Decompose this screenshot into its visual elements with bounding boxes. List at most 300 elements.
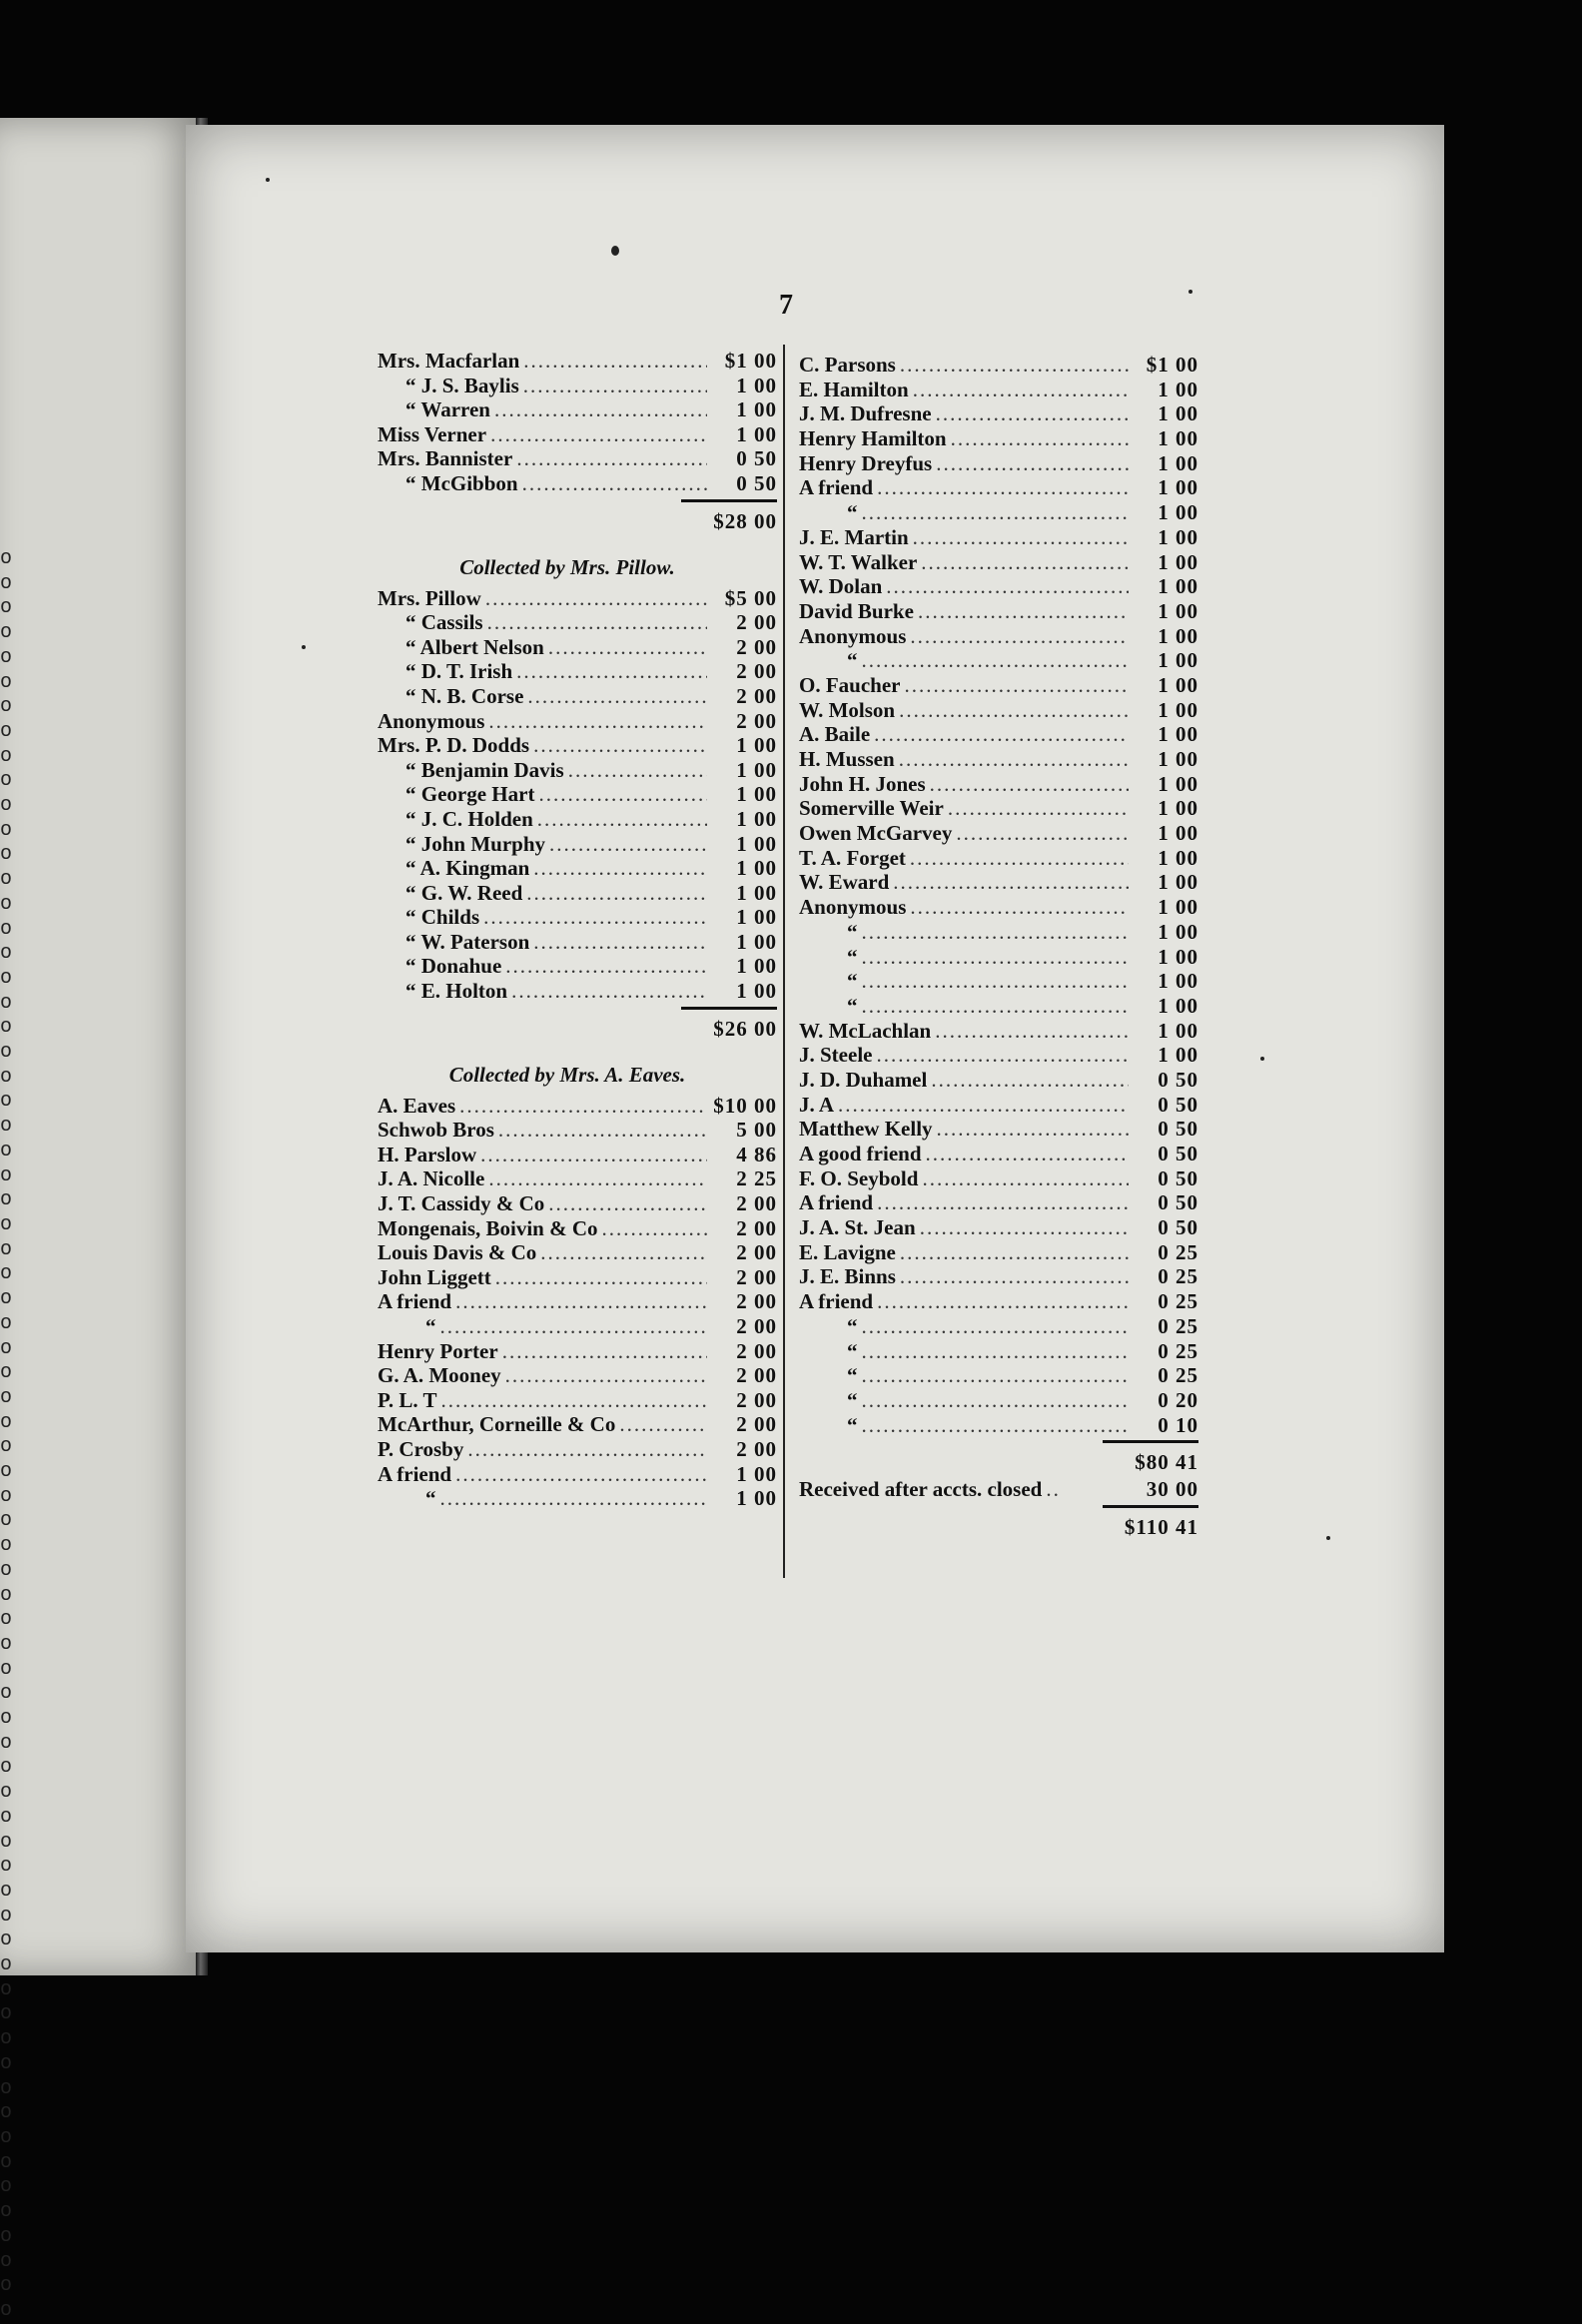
amount: 0 50 <box>736 470 777 495</box>
list-item <box>378 684 777 709</box>
contributor-name: E. Hamilton <box>799 377 909 401</box>
contributor-name: Owen McGarvey <box>799 821 953 846</box>
amount: 1 00 <box>1158 771 1198 796</box>
list-item <box>799 451 1198 476</box>
list-item <box>799 599 1198 624</box>
leader-dots <box>900 353 1129 378</box>
amount: 1 00 <box>1158 845 1198 870</box>
amount: 1 00 <box>1158 549 1198 574</box>
amount: 1 00 <box>736 905 777 930</box>
leader-dots <box>877 1289 1129 1314</box>
contributor-name: A good friend <box>799 1142 922 1165</box>
leader-dots <box>516 659 707 684</box>
contributor-name: E. Lavigne <box>799 1239 896 1264</box>
amount: 0 50 <box>1158 1092 1198 1117</box>
list-item <box>799 1093 1198 1118</box>
leader-dots <box>488 709 707 734</box>
contributor-name: “ <box>847 1412 858 1437</box>
amount: 2 00 <box>736 708 777 733</box>
leader-dots <box>931 1068 1129 1093</box>
contributor-name: F. O. Seybold <box>799 1165 919 1190</box>
list-item <box>378 1412 777 1437</box>
contributor-name: “ Benjamin Davis <box>405 757 564 782</box>
page-number: 7 <box>779 290 793 321</box>
received-label: Received after accts. closed <box>799 1477 1043 1502</box>
list-item <box>378 610 777 635</box>
contributor-name: J. E. Martin <box>799 524 909 549</box>
amount: 1 00 <box>736 733 777 758</box>
list-item <box>799 1117 1198 1142</box>
contributor-name: H. Mussen <box>799 747 895 771</box>
list-item <box>378 905 777 930</box>
amount: 0 10 <box>1158 1412 1198 1437</box>
amount: 1 00 <box>736 806 777 831</box>
amount: 1 00 <box>1158 722 1198 747</box>
speck <box>1260 1057 1264 1061</box>
previous-page-edge <box>0 118 200 2322</box>
contributor-name: “ <box>847 500 858 525</box>
leader-dots <box>862 1413 1130 1438</box>
list-item <box>378 374 777 398</box>
list-item <box>378 635 777 660</box>
list-item <box>799 698 1198 723</box>
list-item <box>799 747 1198 772</box>
contributor-name: “ <box>847 993 858 1018</box>
contributor-name: W. Dolan <box>799 574 883 599</box>
contributor-name: Miss Verner <box>378 421 487 446</box>
contributor-name: “ Albert Nelson <box>405 634 544 659</box>
leader-dots <box>926 1142 1129 1166</box>
leader-dots <box>951 426 1129 451</box>
contributor-name: A friend <box>378 1461 452 1486</box>
leader-dots <box>548 635 707 660</box>
amount: 1 00 <box>1158 524 1198 549</box>
list-item <box>799 1068 1198 1093</box>
leader-dots <box>522 471 707 496</box>
contributor-name: “ George Hart <box>405 782 535 807</box>
list-item <box>799 796 1198 821</box>
amount: 0 50 <box>1158 1215 1198 1240</box>
leader-dots <box>494 397 707 422</box>
amount: 0 25 <box>1158 1264 1198 1289</box>
amount: 1 00 <box>736 856 777 881</box>
contributor-name: Mrs. P. D. Dodds <box>378 733 530 758</box>
contributor-name: O. Faucher <box>799 672 901 697</box>
contributor-name: W. McLachlan <box>799 1018 932 1043</box>
leader-dots <box>876 1043 1129 1068</box>
list-item <box>378 782 777 807</box>
leader-dots <box>910 846 1129 871</box>
leader-dots <box>483 905 707 930</box>
list-item <box>378 422 777 447</box>
list-item <box>799 1388 1198 1413</box>
amount: 0 50 <box>736 446 777 471</box>
amount: $10 00 <box>713 1093 777 1118</box>
leader-dots <box>487 610 707 635</box>
amount: 1 00 <box>736 421 777 446</box>
amount: 1 00 <box>1158 697 1198 722</box>
contributor-name: J. E. Binns <box>799 1264 896 1289</box>
amount: 0 50 <box>1158 1190 1198 1215</box>
leader-dots <box>948 796 1129 821</box>
list-item <box>799 846 1198 871</box>
amount: 1 00 <box>736 373 777 397</box>
subtotal-row <box>799 1447 1198 1477</box>
contributor-name: “ <box>425 1314 436 1338</box>
total-row <box>378 506 777 536</box>
amount: 2 25 <box>736 1166 777 1191</box>
contributor-name: “ <box>425 1486 436 1511</box>
leader-dots <box>910 895 1129 920</box>
group-macfarlan <box>378 349 777 496</box>
contributor-name: “ <box>847 1387 858 1412</box>
contributor-name: J. Steele <box>799 1043 873 1068</box>
leader-dots <box>935 1019 1129 1044</box>
list-item <box>799 1314 1198 1339</box>
contributor-name: Somerville Weir <box>799 796 944 821</box>
leader-dots <box>862 1339 1130 1364</box>
contributor-name: “ J. C. Holden <box>405 806 533 831</box>
amount: 1 00 <box>1158 672 1198 697</box>
contributor-name: “ Warren <box>405 397 490 422</box>
list-item <box>799 1142 1198 1166</box>
contributor-name: W. T. Walker <box>799 549 918 574</box>
received-row <box>799 1477 1198 1502</box>
amount: 1 00 <box>1158 401 1198 426</box>
amount: 5 00 <box>736 1118 777 1143</box>
contributor-name: W. Eward <box>799 870 890 895</box>
leader-dots <box>838 1093 1129 1118</box>
list-item <box>378 1314 777 1339</box>
leader-dots <box>900 1240 1129 1265</box>
amount: 1 00 <box>1158 475 1198 500</box>
list-item <box>378 1289 777 1314</box>
amount: 2 00 <box>736 1240 777 1265</box>
amount: 1 00 <box>736 782 777 807</box>
speck <box>1326 1536 1330 1540</box>
list-item <box>799 1339 1198 1364</box>
amount: 2 00 <box>736 610 777 635</box>
leader-dots <box>441 1388 707 1413</box>
contributor-name: C. Parsons <box>799 353 896 377</box>
contributor-name: Anonymous <box>799 623 907 648</box>
list-item <box>378 1143 777 1167</box>
leader-dots <box>488 1166 707 1191</box>
contributor-name: McArthur, Corneille & Co <box>378 1412 616 1437</box>
list-item <box>378 881 777 906</box>
list-item <box>378 1265 777 1290</box>
contributor-name: A friend <box>799 475 874 500</box>
leader-dots <box>862 500 1130 525</box>
leader-dots <box>505 1363 707 1388</box>
leader-dots <box>455 1289 707 1314</box>
amount: 1 00 <box>1158 747 1198 771</box>
contributor-name: H. Parslow <box>378 1142 477 1166</box>
list-item <box>378 349 777 374</box>
grand-total-row <box>799 1512 1198 1542</box>
leader-dots <box>498 1118 707 1143</box>
amount: 0 25 <box>1158 1363 1198 1388</box>
leader-dots <box>936 401 1129 426</box>
leader-dots <box>862 648 1130 673</box>
group2-total: $26 00 <box>713 1016 777 1041</box>
leader-dots <box>922 1166 1129 1191</box>
amount: 1 00 <box>1158 500 1198 525</box>
leader-dots <box>893 870 1129 895</box>
leader-dots <box>505 954 707 979</box>
list-item <box>799 1289 1198 1314</box>
amount: 1 00 <box>1158 426 1198 451</box>
contributor-name: A. Eaves <box>378 1093 456 1118</box>
list-item <box>378 979 777 1004</box>
amount: 0 50 <box>1158 1067 1198 1092</box>
speck <box>611 246 619 256</box>
leader-dots <box>549 832 707 857</box>
amount: $1 00 <box>1146 353 1198 377</box>
contributor-name: G. A. Mooney <box>378 1363 501 1388</box>
amount: 1 00 <box>1158 944 1198 969</box>
list-item <box>799 994 1198 1019</box>
amount: 1 00 <box>1158 648 1198 673</box>
contributor-name: Henry Porter <box>378 1338 498 1363</box>
leader-dots <box>533 930 707 955</box>
leader-dots <box>467 1437 707 1462</box>
leader-dots <box>913 525 1129 550</box>
amount: 1 00 <box>736 831 777 856</box>
leader-dots <box>490 422 707 447</box>
list-item <box>799 648 1198 673</box>
list-item <box>799 821 1198 846</box>
amount: 1 00 <box>736 979 777 1004</box>
amount: 2 00 <box>736 1314 777 1338</box>
contributor-name: P. Crosby <box>378 1436 464 1461</box>
list-item <box>799 353 1198 378</box>
contributor-name: “ Childs <box>405 905 480 930</box>
contributor-name: J. D. Duhamel <box>799 1067 928 1092</box>
contributor-name: “ Donahue <box>405 954 502 979</box>
contributor-name: J. M. Dufresne <box>799 401 932 426</box>
contributor-name: Anonymous <box>378 708 485 733</box>
leader-dots <box>904 673 1129 698</box>
amount: 1 00 <box>1158 377 1198 401</box>
list-item <box>378 1118 777 1143</box>
contributor-name: “ J. S. Baylis <box>405 373 519 397</box>
amount: 4 86 <box>736 1142 777 1166</box>
speck <box>266 178 270 182</box>
total-rule <box>378 496 777 506</box>
list-item <box>799 500 1198 525</box>
list-item <box>799 1215 1198 1240</box>
list-item <box>378 1240 777 1265</box>
leader-dots <box>900 1264 1129 1289</box>
contributor-name: A friend <box>799 1190 874 1215</box>
list-item <box>378 1462 777 1487</box>
amount: 1 00 <box>1158 1018 1198 1043</box>
list-item <box>799 772 1198 797</box>
amount: 1 00 <box>736 929 777 954</box>
speck <box>302 645 306 649</box>
leader-dots <box>936 451 1129 476</box>
list-item <box>378 1216 777 1241</box>
list-item <box>799 475 1198 500</box>
leader-dots <box>440 1314 708 1339</box>
leader-dots <box>1046 1477 1058 1502</box>
leader-dots <box>440 1486 708 1511</box>
list-item <box>378 1437 777 1462</box>
amount: 1 00 <box>736 880 777 905</box>
list-item <box>378 733 777 758</box>
contributor-name: “ <box>847 648 858 673</box>
received-amount: 30 00 <box>1146 1477 1198 1502</box>
contributor-name: J. A. Nicolle <box>378 1166 485 1191</box>
contributor-name: Henry Hamilton <box>799 426 947 451</box>
list-item <box>799 550 1198 575</box>
contributor-name: “ E. Holton <box>405 979 508 1004</box>
list-item <box>378 856 777 881</box>
amount: $5 00 <box>724 585 777 610</box>
amount: 0 25 <box>1158 1313 1198 1338</box>
leader-dots <box>495 1265 707 1290</box>
leader-dots <box>459 1094 707 1119</box>
amount: 1 00 <box>1158 598 1198 623</box>
list-item <box>799 574 1198 599</box>
speck <box>1188 290 1192 294</box>
amount: 1 00 <box>1158 969 1198 994</box>
contributor-name: “ <box>847 919 858 944</box>
leader-dots <box>516 446 707 471</box>
amount: 2 00 <box>736 1363 777 1388</box>
amount: 1 00 <box>1158 870 1198 895</box>
grand-total: $110 41 <box>1124 1514 1198 1539</box>
amount: 2 00 <box>736 659 777 684</box>
amount: 0 50 <box>1158 1165 1198 1190</box>
leader-dots <box>537 807 707 832</box>
leader-dots <box>862 1314 1130 1339</box>
leader-dots <box>921 550 1129 575</box>
leader-dots <box>877 1190 1129 1215</box>
contributor-name: J. T. Cassidy & Co <box>378 1191 545 1216</box>
list-item <box>378 1486 777 1511</box>
list-item <box>378 1166 777 1191</box>
list-item <box>378 659 777 684</box>
amount: $1 00 <box>724 349 777 373</box>
amount: 1 00 <box>1158 450 1198 475</box>
contributor-name: Matthew Kelly <box>799 1117 933 1142</box>
total-rule <box>378 1004 777 1014</box>
list-item <box>378 1094 777 1119</box>
leader-dots <box>862 969 1130 994</box>
contributor-name: A friend <box>378 1289 452 1314</box>
amount: 2 00 <box>736 683 777 708</box>
list-item <box>378 807 777 832</box>
list-item <box>799 1166 1198 1191</box>
amount: 1 00 <box>736 397 777 422</box>
list-item <box>799 378 1198 402</box>
leader-dots <box>602 1216 707 1241</box>
list-item <box>378 758 777 783</box>
list-item <box>799 1240 1198 1265</box>
leader-dots <box>920 1215 1129 1240</box>
leader-dots <box>568 758 707 783</box>
column-divider <box>783 345 785 1578</box>
amount: 1 00 <box>1158 919 1198 944</box>
amount: 1 00 <box>1158 821 1198 846</box>
heading-pillow: Collected by Mrs. Pillow. <box>459 554 675 579</box>
contributor-name: J. A <box>799 1092 835 1117</box>
leader-dots <box>956 821 1129 846</box>
amount: 1 00 <box>1158 623 1198 648</box>
total-rule <box>799 1502 1198 1512</box>
list-item <box>378 397 777 422</box>
leader-dots <box>502 1339 707 1364</box>
leader-dots <box>527 684 707 709</box>
leader-dots <box>538 782 707 807</box>
leader-dots <box>485 586 707 611</box>
list-item <box>378 446 777 471</box>
list-item <box>378 954 777 979</box>
leader-dots <box>455 1462 707 1487</box>
leader-dots <box>548 1191 707 1216</box>
list-item <box>799 673 1198 698</box>
group-right-entries <box>799 353 1198 1437</box>
list-item <box>799 1190 1198 1215</box>
leader-dots <box>480 1143 707 1167</box>
amount: 1 00 <box>736 1486 777 1511</box>
total-rule <box>799 1437 1198 1447</box>
contributor-name: John H. Jones <box>799 771 926 796</box>
list-item <box>799 1363 1198 1388</box>
amount: 1 00 <box>736 1461 777 1486</box>
total-row <box>378 1014 777 1044</box>
leader-dots <box>886 574 1129 599</box>
contributor-name: Louis Davis & Co <box>378 1240 537 1265</box>
amount: 1 00 <box>1158 574 1198 599</box>
leader-dots <box>899 698 1129 723</box>
amount: 0 25 <box>1158 1239 1198 1264</box>
contributor-name: P. L. T <box>378 1387 437 1412</box>
leader-dots <box>930 772 1129 797</box>
amount: 2 00 <box>736 1289 777 1314</box>
leader-dots <box>862 1363 1130 1388</box>
list-item <box>378 930 777 955</box>
contributor-name: “ A. Kingman <box>405 856 530 881</box>
leader-dots <box>862 994 1130 1019</box>
amount: 2 00 <box>736 1338 777 1363</box>
list-item <box>799 722 1198 747</box>
list-item <box>799 624 1198 649</box>
contributor-name: “ <box>847 969 858 994</box>
amount: 2 00 <box>736 1264 777 1289</box>
contributor-name: John Liggett <box>378 1264 491 1289</box>
group1-total: $28 00 <box>713 508 777 533</box>
contributor-name: J. A. St. Jean <box>799 1215 916 1240</box>
amount: 1 00 <box>736 954 777 979</box>
leader-dots <box>918 599 1129 624</box>
leader-dots <box>910 624 1129 649</box>
group-eaves <box>378 1094 777 1511</box>
subtotal: $80 41 <box>1135 1450 1198 1475</box>
leader-dots <box>937 1117 1129 1142</box>
contributor-name: “ John Murphy <box>405 831 546 856</box>
leader-dots <box>862 920 1130 945</box>
group-pillow <box>378 586 777 1004</box>
leader-dots <box>540 1240 707 1265</box>
contributor-name: Mrs. Bannister <box>378 446 513 471</box>
leader-dots <box>619 1412 707 1437</box>
contributor-name: “ <box>847 1338 858 1363</box>
contributor-name: “ <box>847 1363 858 1388</box>
contributor-name: Henry Dreyfus <box>799 450 933 475</box>
